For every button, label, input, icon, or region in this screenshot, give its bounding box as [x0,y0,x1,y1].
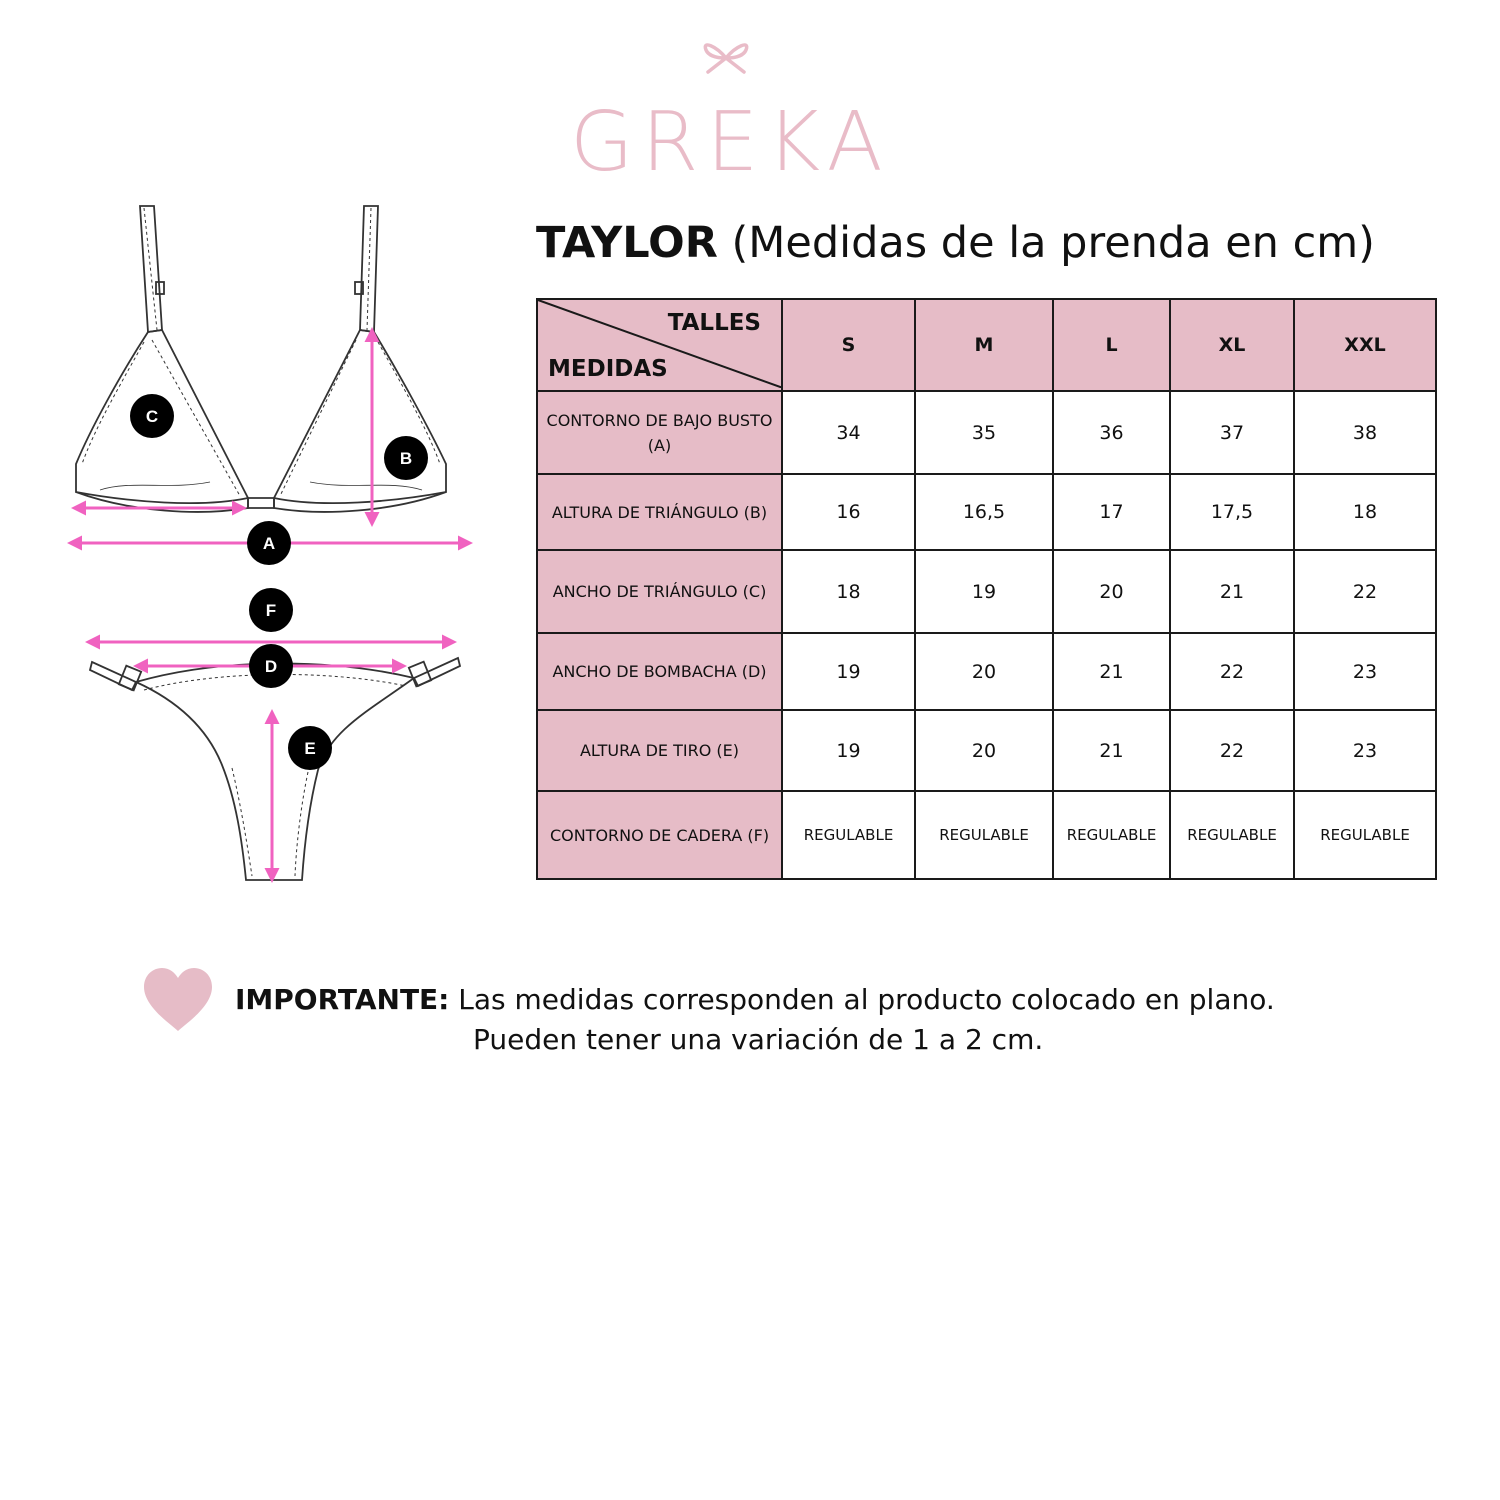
corner-talles-label: TALLES [667,310,761,336]
table-cell: 18 [782,550,915,633]
marker-b [384,436,428,480]
table-row [537,550,1436,633]
table-cell: REGULABLE [1294,791,1436,879]
size-header-l: L [1053,299,1170,391]
size-header-m: M [915,299,1053,391]
table-row [537,633,1436,710]
table-cell: 19 [915,550,1053,633]
table-cell: 16,5 [915,474,1053,550]
table-cell: 17,5 [1170,474,1294,550]
table-cell: 22 [1170,633,1294,710]
table-row [537,791,1436,879]
svg-text:B: B [399,449,413,468]
table-cell: 20 [915,710,1053,791]
table-header-row [537,299,1436,391]
table-cell: 19 [782,710,915,791]
row-label: CONTORNO DE CADERA (F) [537,791,782,879]
svg-text:F: F [265,601,277,620]
row-label: ANCHO DE BOMBACHA (D) [537,633,782,710]
table-cell: 35 [915,391,1053,474]
row-label: CONTORNO DE BAJO BUSTO (A) [537,391,782,474]
table-cell: 21 [1170,550,1294,633]
table-row [537,391,1436,474]
table-cell: 36 [1053,391,1170,474]
table-cell: 38 [1294,391,1436,474]
table-cell: 23 [1294,710,1436,791]
row-label: ALTURA DE TRIÁNGULO (B) [537,474,782,550]
svg-text:A: A [262,534,276,553]
brand-logo [570,30,891,190]
corner-medidas-label: MEDIDAS [548,356,668,382]
row-label: ALTURA DE TIRO (E) [537,710,782,791]
note-heading: IMPORTANTE: [235,983,450,1016]
table-cell: 22 [1294,550,1436,633]
table-cell: 21 [1053,710,1170,791]
marker-d [249,644,293,688]
marker-e [288,726,332,770]
table-cell: REGULABLE [782,791,915,879]
size-header-s: S [782,299,915,391]
marker-f [249,588,293,632]
table-cell: REGULABLE [915,791,1053,879]
size-chart-table [536,298,1437,880]
size-header-xxl: XXL [1294,299,1436,391]
model-name: TAYLOR [536,218,718,268]
svg-text:C: C [145,407,159,426]
heart-icon [140,965,216,1033]
bow-icon [570,30,890,105]
marker-a [247,521,291,565]
table-cell: 20 [1053,550,1170,633]
svg-text:D: D [264,657,278,676]
garment-illustration [40,190,500,900]
row-label: ANCHO DE TRIÁNGULO (C) [537,550,782,633]
table-cell: 34 [782,391,915,474]
bikini-bottom-drawing [90,658,460,880]
table-cell: REGULABLE [1170,791,1294,879]
note-line-2: Pueden tener una variación de 1 a 2 cm. [473,1023,1044,1056]
table-cell: 21 [1053,633,1170,710]
table-cell: 22 [1170,710,1294,791]
table-cell: 23 [1294,633,1436,710]
marker-c [130,394,174,438]
title-subtitle: (Medidas de la prenda en cm) [731,218,1375,268]
note-text-1: Las medidas corresponden al producto colocado en plano. [458,983,1275,1016]
table-cell: REGULABLE [1053,791,1170,879]
brand-name: GREKA [570,95,891,190]
size-header-xl: XL [1170,299,1294,391]
table-cell: 17 [1053,474,1170,550]
note-line-1 [235,983,1275,1016]
table-cell: 18 [1294,474,1436,550]
table-cell: 20 [915,633,1053,710]
table-cell: 37 [1170,391,1294,474]
table-corner-cell [537,299,782,391]
table-cell: 19 [782,633,915,710]
page-title [536,218,1375,268]
svg-text:E: E [304,739,316,758]
table-row [537,710,1436,791]
table-cell: 16 [782,474,915,550]
table-row [537,474,1436,550]
